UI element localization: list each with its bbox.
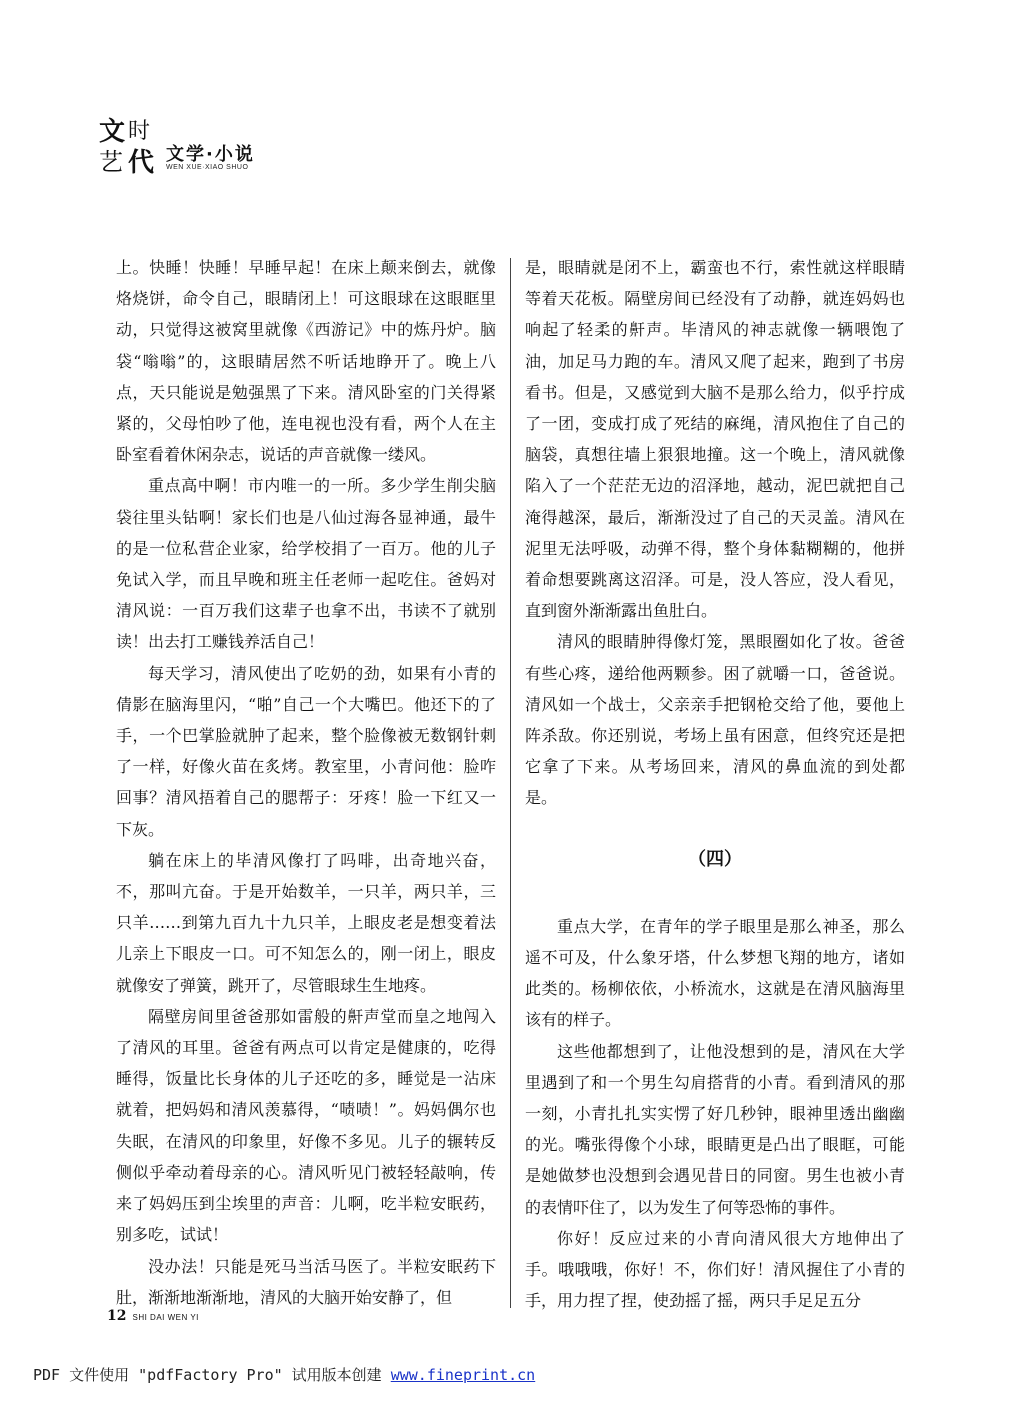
page-number: 12 [107, 1308, 127, 1324]
paragraph: 每天学习，清风使出了吃奶的劲，如果有小青的倩影在脑海里闪，“啪”自己一个大嘴巴。他还下的了手，一个巴掌脸就肿了起来，整个脸像被无数钢针刺了一样，好像火苗在炙烤。教室里，小青问他：脸咋回事？清风捂着自己的腮帮子：牙疼！脸一下红又一下灰。 [116, 663, 496, 839]
paragraph: 这些他都想到了，让他没想到的是，清风在大学里遇到了和一个男生勾肩搭背的小青。看到清风的那一刻，小青扎扎实实愣了好几秒钟，眼神里透出幽幽的光。嘴张得像个小球，眼睛更是凸出了眼眶，可能是她做梦也没想到会遇见昔日的同窗。男生也被小青的表情吓住了，以为发生了何等恐怖的事件。 [525, 1041, 905, 1217]
magazine-name: SHI DAI WEN YI [132, 1313, 199, 1322]
paragraph: 没办法！只能是死马当活马医了。半粒安眠药下肚，渐渐地渐渐地，清风的大脑开始安静了，但 [116, 1256, 496, 1307]
paragraph: 是，眼睛就是闭不上，霸蛮也不行，索性就这样眼睛等着天花板。隔壁房间已经没有了动静，就连妈妈也响起了轻柔的鼾声。毕清风的神志就像一辆喂饱了油，加足马力跑的车。清风又爬了起来，跑到了书房看书。但是，又感觉到大脑不是那么给力，似乎拧成了一团，变成打成了死结的麻绳，清风抱住了自己的脑袋，真想往墙上狠狠地撞。这一个晚上，清风就像陷入了一个茫茫无边的沼泽地，越动，泥巴就把自己淹得越深，最后，渐渐没过了自己的天灵盖。清风在泥里无法呼吸，动弹不得，整个身体黏糊糊的，他拼着命想要跳离这沼泽。可是，没人答应，没人看见，直到窗外渐渐露出鱼肚白。 [525, 258, 905, 621]
right-column [525, 252, 905, 1317]
paragraph: 上。快睡！快睡！早睡早起！在床上颠来倒去，就像烙烧饼，命令自己，眼睛闭上！可这眼球在这眼眶里动，只觉得这被窝里就像《西游记》中的炼丹炉。脑袋“嗡嗡”的，这眼睛居然不听话地睁开了。晚上八点，天只能说是勉强黑了下来。清风卧室的门关得紧紧的，父母怕吵了他，连电视也没有看，两个人在主卧室看着休闲杂志，说话的声音就像一缕风。 [116, 258, 496, 465]
right-column-bottom [525, 911, 905, 1317]
svg-text:文: 文 [99, 117, 126, 147]
paragraph: 清风的眼睛肿得像灯笼，黑眼圈如化了妆。爸爸有些心疼，递给他两颗参。困了就嚼一口，爸爸说。清风如一个战士，父亲亲手把钢枪交给了他，要他上阵杀敌。你还别说，考场上虽有困意，但终究还是把它拿了下来。从考场回来，清风的鼻血流的到处都是。 [525, 632, 905, 808]
paragraph: 你好！反应过来的小青向清风很大方地伸出了手。哦哦哦，你好！不，你们好！清风握住了小青的手，用力捏了捏，使劲摇了摇，两只手足足五分 [525, 1228, 905, 1311]
paragraph: 隔壁房间里爸爸那如雷般的鼾声堂而皇之地闯入了清风的耳里。爸爸有两点可以肯定是健康的，吃得睡得，饭量比长身体的儿子还吃的多，睡觉是一沾床就着，把妈妈和清风羡慕得，“啧啧！”。妈妈偶尔也失眠，在清风的印象里，好像不多见。儿子的辗转反侧似乎牵动着母亲的心。清风听见门被轻轻敲响，传来了妈妈压到尘埃里的声音：儿啊，吃半粒安眠药，别多吃，试试！ [116, 1006, 496, 1245]
column-divider [510, 258, 511, 1308]
fineprint-link[interactable]: www.fineprint.cn [390, 1366, 536, 1384]
svg-text:时: 时 [128, 119, 151, 144]
pdf-creator-note [33, 1364, 535, 1385]
paragraph: 重点高中啊！市内唯一的一所。多少学生削尖脑袋往里头钻啊！家长们也是八仙过海各显神通，最牛的是一位私营企业家，给学校捐了一百万。他的儿子免试入学，而且早晚和班主任老师一起吃住。爸妈对清风说：一百万我们这辈子也拿不出，书读不了就别读！出去打工赚钱养活自己！ [116, 476, 496, 652]
page-footer [107, 1308, 199, 1324]
magazine-logo [96, 113, 158, 175]
paragraph: 躺在床上的毕清风像打了吗啡，出奇地兴奋，不，那叫亢奋。于是开始数羊，一只羊，两只羊，三只羊……到第九百九十九只羊，上眼皮老是想变着法儿亲上下眼皮一口。可不知怎么的，刚一闭上，眼皮就像安了弹簧，跳开了，尽管眼球生生地疼。 [116, 850, 496, 995]
svg-text:代: 代 [128, 148, 155, 175]
left-column [116, 252, 496, 1313]
logo-emblem-icon [96, 113, 158, 175]
section-title: 文学·小说 [166, 144, 255, 165]
chapter-heading: （四） [688, 848, 742, 870]
svg-text:艺: 艺 [99, 148, 123, 175]
right-column-top [525, 252, 905, 814]
pdf-note-text: PDF 文件使用 "pdfFactory Pro" 试用版本创建 [33, 1366, 391, 1384]
paragraph: 重点大学，在青年的学子眼里是那么神圣，那么遥不可及，什么象牙塔，什么梦想飞翔的地方，诸如此类的。杨柳依依，小桥流水，这就是在清风脑海里该有的样子。 [525, 916, 905, 1030]
section-subtitle: WEN XUE·XIAO SHUO [166, 164, 249, 171]
